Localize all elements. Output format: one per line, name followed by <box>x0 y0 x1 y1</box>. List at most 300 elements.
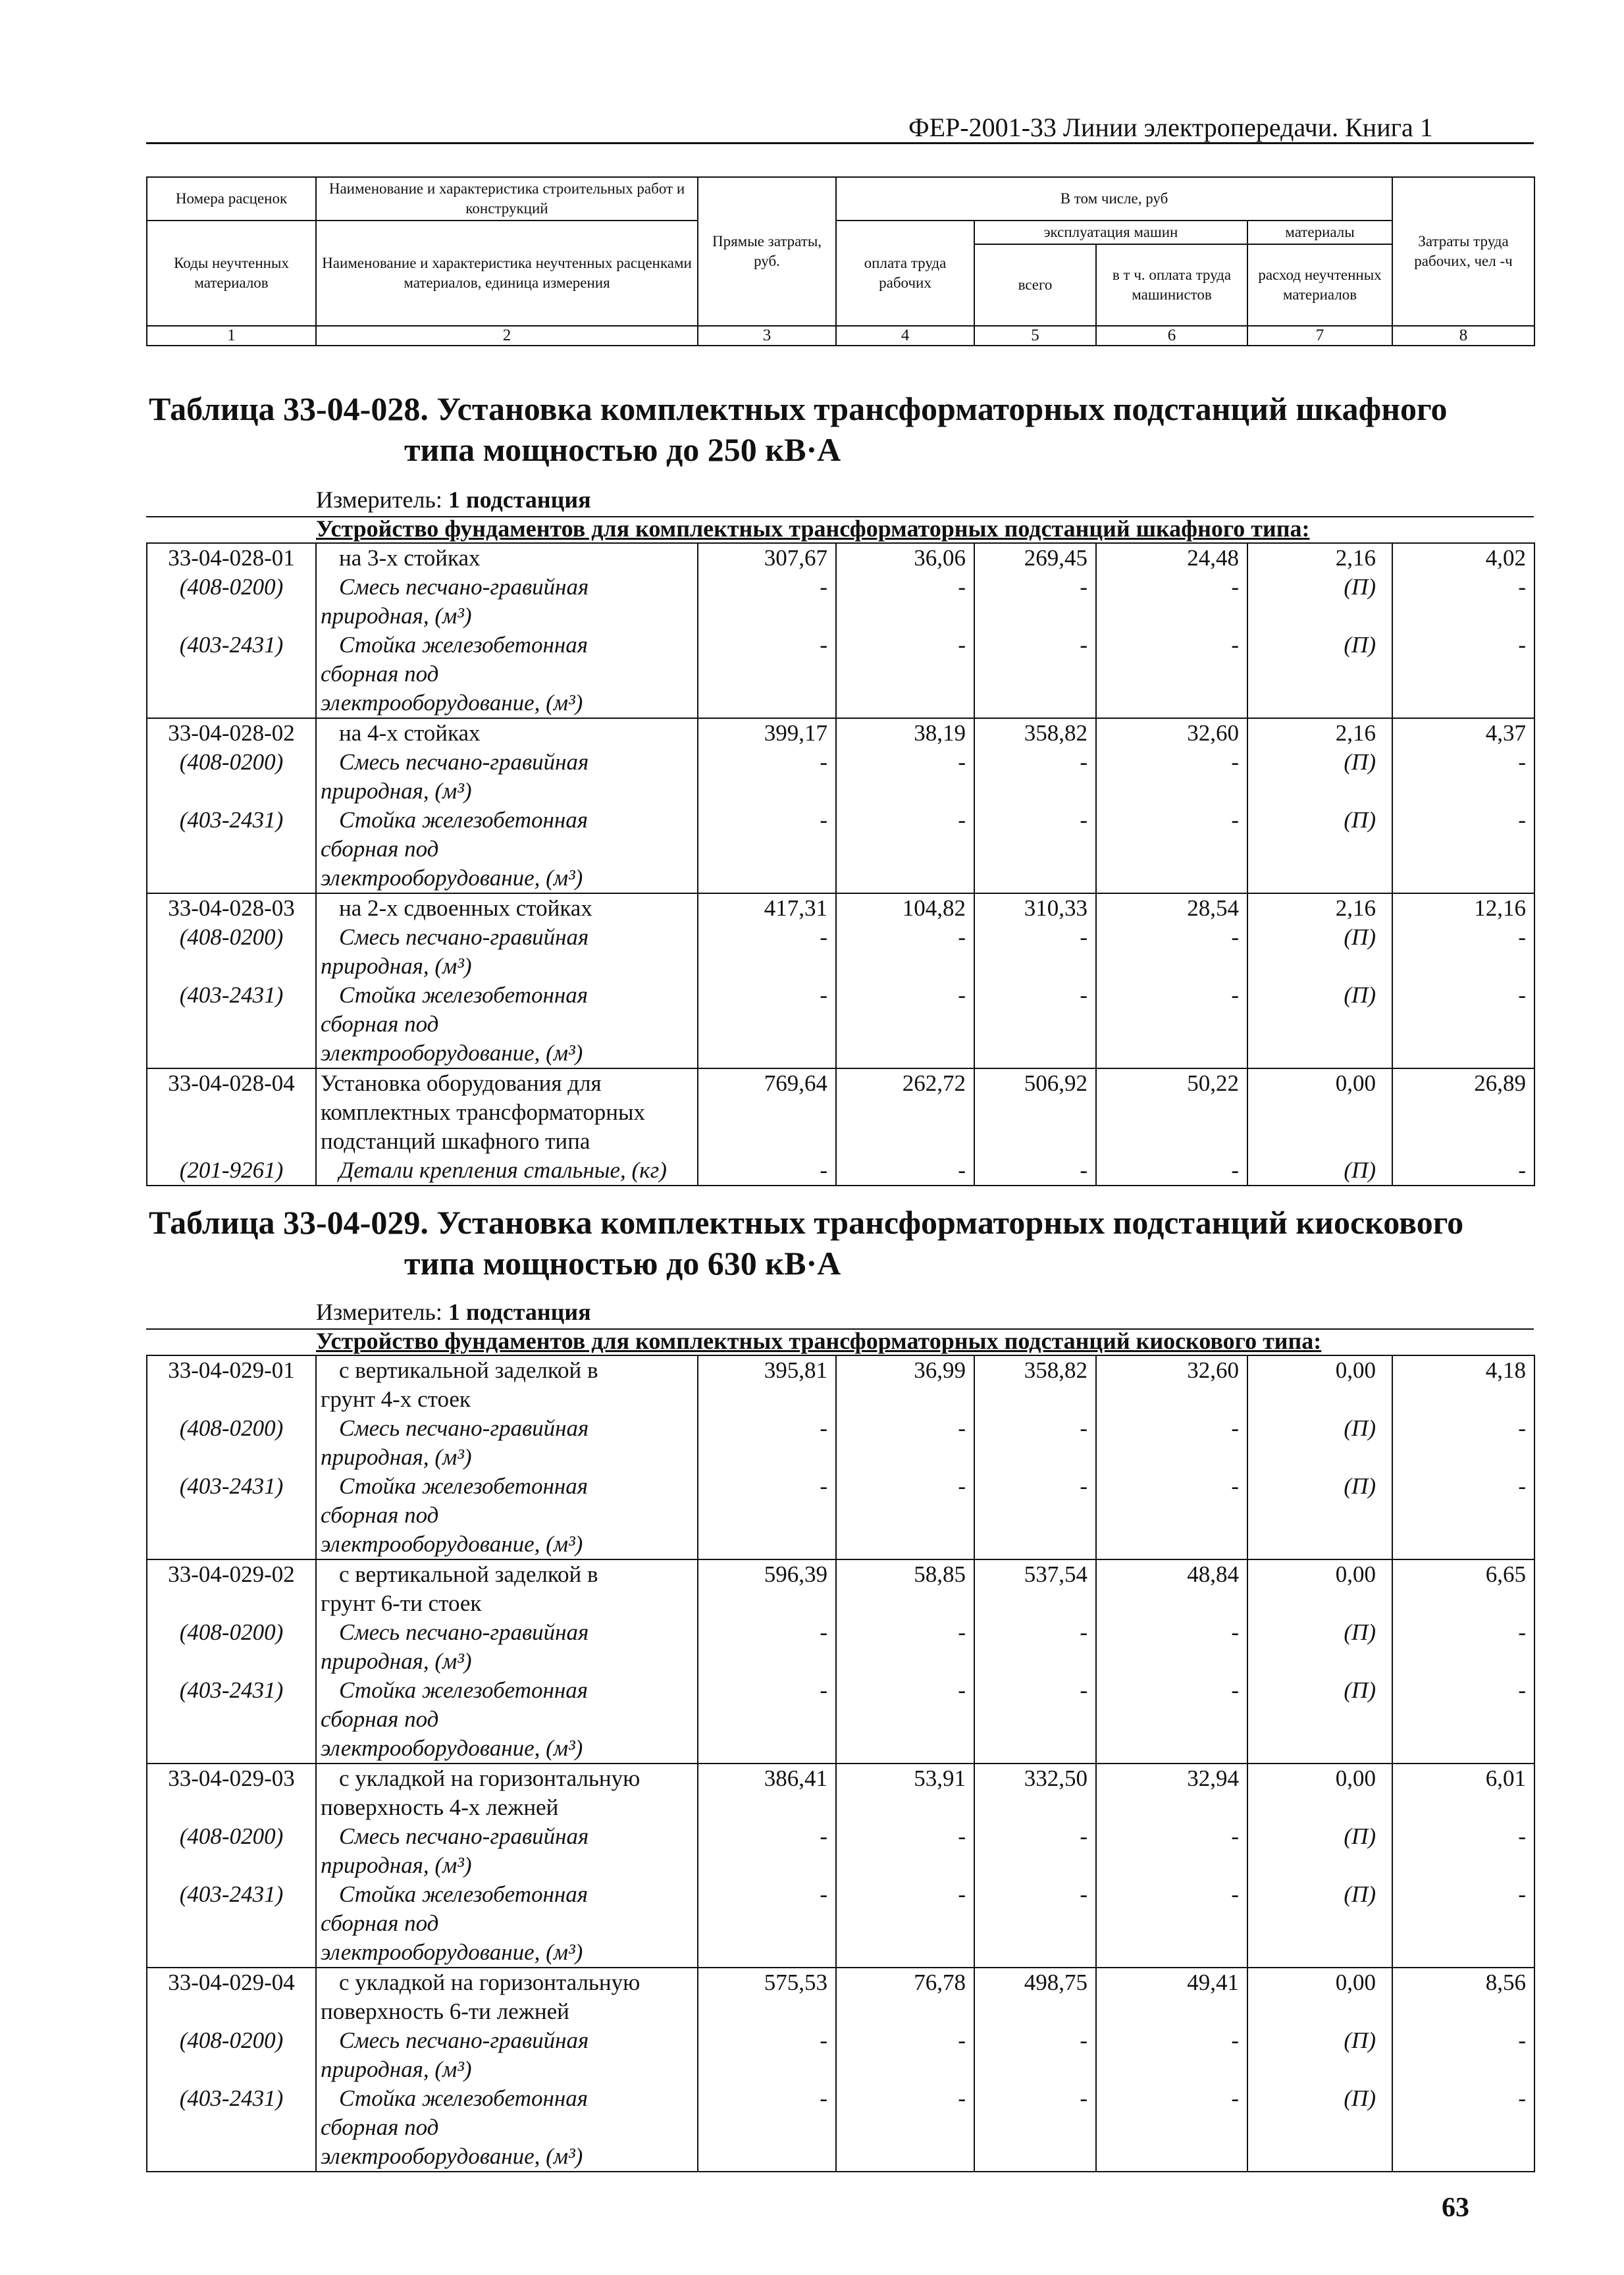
labor-hours: 6,65 <box>1392 1559 1534 1589</box>
material-name: Смесь песчано-гравийная <box>339 1823 589 1849</box>
col-number: 8 <box>1392 326 1534 346</box>
table-row <box>147 1385 1534 1414</box>
labor-cost: 104,82 <box>836 893 974 923</box>
machinist-labor-cost: 32,94 <box>1096 1764 1247 1793</box>
rate-code: 33-04-028-02 <box>147 718 316 748</box>
labor-cost: 58,85 <box>836 1559 974 1589</box>
table-row <box>147 1501 1534 1530</box>
machine-cost: 269,45 <box>974 543 1096 573</box>
material-code: (403-2431) <box>147 2084 316 2113</box>
table-row <box>147 573 1534 602</box>
table-row <box>147 718 1534 748</box>
machine-cost: 332,50 <box>974 1764 1096 1793</box>
labor-cost: - <box>836 1156 974 1186</box>
labor-cost: 53,91 <box>836 1764 974 1793</box>
col-number: 4 <box>836 326 974 346</box>
rate-name: с вертикальной заделкой в <box>339 1561 598 1587</box>
table-row <box>147 1705 1534 1734</box>
table-row <box>147 1764 1534 1793</box>
rate-code: 33-04-029-01 <box>147 1355 316 1385</box>
materials-cost: 0,00 <box>1247 1559 1392 1589</box>
table-row <box>147 2113 1534 2142</box>
direct-cost: - <box>698 1156 836 1186</box>
direct-cost: - <box>698 1472 836 1501</box>
labor-hours: 4,02 <box>1392 543 1534 573</box>
direct-cost: 575,53 <box>698 1968 836 1997</box>
machine-cost: - <box>974 1822 1096 1851</box>
rate-name: комплектных трансформаторных <box>316 1098 698 1127</box>
rate-name: с вертикальной заделкой в <box>339 1357 598 1383</box>
labor-cost: - <box>836 2026 974 2055</box>
labor-cost: - <box>836 2084 974 2113</box>
table-row <box>147 1997 1534 2026</box>
col8-header: Затраты труда рабочих, чел -ч <box>1392 177 1534 326</box>
rates-table <box>146 542 1535 1186</box>
material-name: электрооборудование, (м³) <box>316 864 698 893</box>
col-number: 7 <box>1247 326 1392 346</box>
materials-cost: (П) <box>1247 981 1392 1010</box>
table-row <box>147 543 1534 573</box>
labor-hours: - <box>1392 631 1534 660</box>
direct-cost: - <box>698 2084 836 2113</box>
materials-cost: 0,00 <box>1247 1968 1392 1997</box>
machine-cost: 358,82 <box>974 718 1096 748</box>
material-name: Смесь песчано-гравийная <box>339 749 589 775</box>
measure-unit <box>316 1298 591 1326</box>
direct-cost: 596,39 <box>698 1559 836 1589</box>
material-name: сборная под <box>316 1010 698 1039</box>
material-code: (403-2431) <box>147 1676 316 1705</box>
labor-cost: - <box>836 1822 974 1851</box>
labor-hours: - <box>1392 1414 1534 1443</box>
materials-cost: (П) <box>1247 2084 1392 2113</box>
measure-value: 1 подстанция <box>448 1299 591 1325</box>
machine-cost: - <box>974 748 1096 777</box>
labor-cost: - <box>836 573 974 602</box>
material-name: электрооборудование, (м³) <box>316 1734 698 1764</box>
table-row <box>147 835 1534 864</box>
material-name: природная, (м³) <box>316 777 698 806</box>
labor-cost: - <box>836 631 974 660</box>
table-row <box>147 1127 1534 1156</box>
table-title <box>149 388 1447 470</box>
table-row <box>147 1822 1534 1851</box>
machinist-labor-cost: 32,60 <box>1096 718 1247 748</box>
materials-cost: 2,16 <box>1247 718 1392 748</box>
material-name: природная, (м³) <box>316 2055 698 2084</box>
material-code: (408-0200) <box>147 748 316 777</box>
rate-name: поверхность 4-х лежней <box>316 1793 698 1822</box>
machinist-labor-cost: - <box>1096 923 1247 952</box>
machine-cost: 358,82 <box>974 1355 1096 1385</box>
labor-cost: 38,19 <box>836 718 974 748</box>
table-row <box>147 1068 1534 1098</box>
col1-bottom-header: Коды неучтенных материалов <box>147 221 316 326</box>
machinist-labor-cost: - <box>1096 1156 1247 1186</box>
table-row <box>147 981 1534 1010</box>
materials-cost: (П) <box>1247 1676 1392 1705</box>
rate-name: Установка оборудования для <box>316 1068 698 1098</box>
table-row <box>147 2026 1534 2055</box>
material-code: (403-2431) <box>147 631 316 660</box>
machine-cost: - <box>974 2084 1096 2113</box>
direct-cost: 399,17 <box>698 718 836 748</box>
table-row <box>147 1880 1534 1909</box>
direct-cost: - <box>698 1618 836 1647</box>
section-heading: Устройство фундаментов для комплектных трансформаторных подстанций киоскового типа: <box>316 1328 1322 1354</box>
table-title-line1: Таблица 33-04-029. Установка комплектных трансформаторных подстанций киоскового <box>149 1204 1464 1241</box>
materials-cost: (П) <box>1247 923 1392 952</box>
direct-cost: - <box>698 748 836 777</box>
machine-cost: - <box>974 923 1096 952</box>
material-name: природная, (м³) <box>316 1851 698 1880</box>
table-title <box>149 1202 1463 1284</box>
materials-cost: 2,16 <box>1247 543 1392 573</box>
table-row <box>147 952 1534 981</box>
machine-cost: - <box>974 631 1096 660</box>
direct-cost: - <box>698 1822 836 1851</box>
material-name: сборная под <box>316 1909 698 1938</box>
labor-cost: - <box>836 1618 974 1647</box>
material-name: электрооборудование, (м³) <box>316 1530 698 1559</box>
material-name: электрооборудование, (м³) <box>316 2142 698 2172</box>
machine-cost: - <box>974 1472 1096 1501</box>
rate-name: грунт 6-ти стоек <box>316 1589 698 1618</box>
table-row <box>147 1676 1534 1705</box>
materials-cost: 2,16 <box>1247 893 1392 923</box>
labor-cost: - <box>836 806 974 835</box>
machinist-labor-cost: - <box>1096 1618 1247 1647</box>
material-name: Стойка железобетонная <box>339 632 589 658</box>
labor-hours: - <box>1392 748 1534 777</box>
direct-cost: 395,81 <box>698 1355 836 1385</box>
material-name: Стойка железобетонная <box>339 1473 589 1499</box>
header-rule <box>146 142 1534 144</box>
table-title-line2: типа мощностью до 250 кВ·А <box>404 431 841 468</box>
table-row <box>147 689 1534 718</box>
col5-header: всего <box>974 244 1096 326</box>
labor-hours: 4,18 <box>1392 1355 1534 1385</box>
labor-hours: - <box>1392 1618 1534 1647</box>
material-name: сборная под <box>316 1705 698 1734</box>
table-row <box>147 1938 1534 1968</box>
labor-hours: - <box>1392 573 1534 602</box>
machinist-labor-cost: - <box>1096 806 1247 835</box>
machinist-labor-cost: 32,60 <box>1096 1355 1247 1385</box>
material-name: Детали крепления стальные, (кг) <box>339 1157 667 1183</box>
material-code: (408-0200) <box>147 1618 316 1647</box>
direct-cost: - <box>698 1414 836 1443</box>
rate-name: поверхность 6-ти лежней <box>316 1997 698 2026</box>
table-row <box>147 1010 1534 1039</box>
machine-cost: 498,75 <box>974 1968 1096 1997</box>
direct-cost: 769,64 <box>698 1068 836 1098</box>
machine-cost: 506,92 <box>974 1068 1096 1098</box>
rate-code: 33-04-029-04 <box>147 1968 316 1997</box>
machine-cost: - <box>974 1618 1096 1647</box>
labor-hours: - <box>1392 981 1534 1010</box>
table-row <box>147 777 1534 806</box>
labor-hours: 6,01 <box>1392 1764 1534 1793</box>
measure-label: Измеритель: <box>316 486 442 513</box>
direct-cost: 307,67 <box>698 543 836 573</box>
machinist-labor-cost: 48,84 <box>1096 1559 1247 1589</box>
material-name: электрооборудование, (м³) <box>316 1938 698 1968</box>
labor-cost: 76,78 <box>836 1968 974 1997</box>
material-name: природная, (м³) <box>316 1443 698 1472</box>
machinist-labor-cost: - <box>1096 1472 1247 1501</box>
rate-name: на 3-х стойках <box>339 545 481 571</box>
material-code: (403-2431) <box>147 806 316 835</box>
machine-cost: - <box>974 573 1096 602</box>
labor-hours: 26,89 <box>1392 1068 1534 1098</box>
labor-cost: 262,72 <box>836 1068 974 1098</box>
machine-cost: - <box>974 1676 1096 1705</box>
labor-hours: 8,56 <box>1392 1968 1534 1997</box>
table-row <box>147 1793 1534 1822</box>
machinist-labor-cost: - <box>1096 631 1247 660</box>
table-row <box>147 660 1534 689</box>
table-row <box>147 806 1534 835</box>
machinist-labor-cost: 24,48 <box>1096 543 1247 573</box>
table-row <box>147 1968 1534 1997</box>
measure-unit <box>316 486 591 513</box>
material-name: электрооборудование, (м³) <box>316 1039 698 1068</box>
material-name: электрооборудование, (м³) <box>316 689 698 718</box>
machinist-labor-cost: 28,54 <box>1096 893 1247 923</box>
labor-hours: - <box>1392 923 1534 952</box>
table-row <box>147 1559 1534 1589</box>
material-name: Смесь песчано-гравийная <box>339 1415 589 1441</box>
machinist-labor-cost: 50,22 <box>1096 1068 1247 1098</box>
machinist-labor-cost: - <box>1096 2026 1247 2055</box>
machine-cost: 310,33 <box>974 893 1096 923</box>
machine-cost: - <box>974 806 1096 835</box>
table-row <box>147 1589 1534 1618</box>
direct-cost: - <box>698 981 836 1010</box>
material-code: (408-0200) <box>147 2026 316 2055</box>
machine-cost: - <box>974 1414 1096 1443</box>
materials-cost: (П) <box>1247 1414 1392 1443</box>
material-name: Стойка железобетонная <box>339 982 589 1008</box>
table-row <box>147 2084 1534 2113</box>
col1-top-header: Номера расценок <box>147 177 316 221</box>
machinist-labor-cost: - <box>1096 1880 1247 1909</box>
materials-header: материалы <box>1247 221 1392 244</box>
rate-name: на 2-х сдвоенных стойках <box>339 895 592 921</box>
table-row <box>147 1618 1534 1647</box>
machinist-labor-cost: - <box>1096 1822 1247 1851</box>
material-name: Стойка железобетонная <box>339 2085 589 2111</box>
col-number: 3 <box>698 326 836 346</box>
machine-cost: 537,54 <box>974 1559 1096 1589</box>
table-row <box>147 602 1534 631</box>
labor-cost: - <box>836 1472 974 1501</box>
labor-hours: 12,16 <box>1392 893 1534 923</box>
machinist-labor-cost: 49,41 <box>1096 1968 1247 1997</box>
material-name: Смесь песчано-гравийная <box>339 924 589 950</box>
labor-cost: - <box>836 923 974 952</box>
direct-cost: 386,41 <box>698 1764 836 1793</box>
materials-cost: 0,00 <box>1247 1355 1392 1385</box>
material-code: (201-9261) <box>147 1156 316 1186</box>
rate-code: 33-04-028-01 <box>147 543 316 573</box>
direct-cost: - <box>698 2026 836 2055</box>
materials-cost: (П) <box>1247 748 1392 777</box>
table-row <box>147 1414 1534 1443</box>
material-name: Смесь песчано-гравийная <box>339 1619 589 1645</box>
materials-cost: (П) <box>1247 1822 1392 1851</box>
materials-cost: 0,00 <box>1247 1764 1392 1793</box>
labor-hours: - <box>1392 1676 1534 1705</box>
table-row <box>147 1851 1534 1880</box>
col3-header: Прямые затраты, руб. <box>698 177 836 326</box>
machines-header: эксплуатация машин <box>974 221 1247 244</box>
material-name: Смесь песчано-гравийная <box>339 574 589 600</box>
labor-hours: - <box>1392 806 1534 835</box>
rate-name: на 4-х стойках <box>339 720 481 746</box>
labor-cost: 36,06 <box>836 543 974 573</box>
table-row <box>147 2142 1534 2172</box>
material-name: природная, (м³) <box>316 952 698 981</box>
material-code: (403-2431) <box>147 981 316 1010</box>
machinist-labor-cost: - <box>1096 981 1247 1010</box>
labor-cost: - <box>836 1414 974 1443</box>
machinist-labor-cost: - <box>1096 748 1247 777</box>
rate-name: с укладкой на горизонтальную <box>339 1765 641 1791</box>
material-name: природная, (м³) <box>316 1647 698 1676</box>
labor-hours: - <box>1392 2026 1534 2055</box>
table-row <box>147 1098 1534 1127</box>
rate-name: с укладкой на горизонтальную <box>339 1970 641 1995</box>
direct-cost: - <box>698 806 836 835</box>
col-number: 1 <box>147 326 316 346</box>
direct-cost: - <box>698 573 836 602</box>
running-title: ФЕР-2001-33 Линии электропередачи. Книга 1 <box>908 113 1433 142</box>
rates-table <box>146 1355 1535 2172</box>
table-row <box>147 631 1534 660</box>
materials-cost: (П) <box>1247 2026 1392 2055</box>
machinist-labor-cost: - <box>1096 1414 1247 1443</box>
materials-cost: (П) <box>1247 1618 1392 1647</box>
direct-cost: 417,31 <box>698 893 836 923</box>
col-number: 5 <box>974 326 1096 346</box>
col-number: 6 <box>1096 326 1247 346</box>
column-header-table <box>146 176 1535 346</box>
page-number: 63 <box>1442 2193 1469 2223</box>
machine-cost: - <box>974 1880 1096 1909</box>
rate-name: грунт 4-х стоек <box>316 1385 698 1414</box>
material-name: Смесь песчано-гравийная <box>339 2027 589 2053</box>
table-row <box>147 1443 1534 1472</box>
materials-cost: (П) <box>1247 1156 1392 1186</box>
machine-cost: - <box>974 2026 1096 2055</box>
table-row <box>147 1472 1534 1501</box>
materials-cost: 0,00 <box>1247 1068 1392 1098</box>
col-number: 2 <box>316 326 698 346</box>
labor-cost: - <box>836 1880 974 1909</box>
machinist-labor-cost: - <box>1096 2084 1247 2113</box>
materials-cost: (П) <box>1247 631 1392 660</box>
table-row <box>147 1355 1534 1385</box>
labor-cost: - <box>836 1676 974 1705</box>
table-row <box>147 1039 1534 1068</box>
section-heading: Устройство фундаментов для комплектных трансформаторных подстанций шкафного типа: <box>316 515 1310 542</box>
materials-cost: (П) <box>1247 1880 1392 1909</box>
rate-code: 33-04-028-03 <box>147 893 316 923</box>
material-code: (408-0200) <box>147 573 316 602</box>
material-name: сборная под <box>316 2113 698 2142</box>
materials-cost: (П) <box>1247 806 1392 835</box>
labor-cost: - <box>836 748 974 777</box>
table-title-line2: типа мощностью до 630 кВ·А <box>404 1245 841 1282</box>
material-code: (408-0200) <box>147 1414 316 1443</box>
material-name: природная, (м³) <box>316 602 698 631</box>
material-code: (403-2431) <box>147 1880 316 1909</box>
table-row <box>147 1647 1534 1676</box>
table-row <box>147 748 1534 777</box>
labor-hours: - <box>1392 1880 1534 1909</box>
labor-hours: - <box>1392 1472 1534 1501</box>
material-code: (408-0200) <box>147 923 316 952</box>
machinist-labor-cost: - <box>1096 573 1247 602</box>
material-name: сборная под <box>316 835 698 864</box>
including-header: В том числе, руб <box>836 177 1392 221</box>
rate-name: подстанций шкафного типа <box>316 1127 698 1156</box>
table-row <box>147 864 1534 893</box>
materials-cost: (П) <box>1247 1472 1392 1501</box>
labor-hours: - <box>1392 1156 1534 1186</box>
table-row <box>147 1156 1534 1186</box>
col7-header: расход неучтенных материалов <box>1247 244 1392 326</box>
material-name: Стойка железобетонная <box>339 807 589 833</box>
table-row <box>147 1734 1534 1764</box>
material-code: (408-0200) <box>147 1822 316 1851</box>
col2-bottom-header: Наименование и характеристика неучтенных расценками материалов, единица измерения <box>316 221 698 326</box>
col2-top-header: Наименование и характеристика строительных работ и конструкций <box>316 177 698 221</box>
table-row <box>147 893 1534 923</box>
material-name: Стойка железобетонная <box>339 1677 589 1703</box>
direct-cost: - <box>698 1676 836 1705</box>
col4-header: оплата труда рабочих <box>836 221 974 326</box>
materials-cost: (П) <box>1247 573 1392 602</box>
direct-cost: - <box>698 631 836 660</box>
machine-cost: - <box>974 1156 1096 1186</box>
rate-code: 33-04-029-03 <box>147 1764 316 1793</box>
labor-hours: 4,37 <box>1392 718 1534 748</box>
measure-label: Измеритель: <box>316 1299 442 1325</box>
rate-code: 33-04-028-04 <box>147 1068 316 1098</box>
material-name: сборная под <box>316 660 698 689</box>
table-row <box>147 2055 1534 2084</box>
labor-cost: - <box>836 981 974 1010</box>
machine-cost: - <box>974 981 1096 1010</box>
material-name: сборная под <box>316 1501 698 1530</box>
table-row <box>147 1530 1534 1559</box>
table-title-line1: Таблица 33-04-028. Установка комплектных трансформаторных подстанций шкафного <box>149 390 1448 427</box>
material-name: Стойка железобетонная <box>339 1881 589 1907</box>
table-row <box>147 923 1534 952</box>
col6-header: в т ч. оплата труда машинистов <box>1096 244 1247 326</box>
machinist-labor-cost: - <box>1096 1676 1247 1705</box>
material-code: (403-2431) <box>147 1472 316 1501</box>
labor-hours: - <box>1392 1822 1534 1851</box>
measure-value: 1 подстанция <box>448 486 591 513</box>
table-row <box>147 1909 1534 1938</box>
direct-cost: - <box>698 1880 836 1909</box>
rate-code: 33-04-029-02 <box>147 1559 316 1589</box>
direct-cost: - <box>698 923 836 952</box>
